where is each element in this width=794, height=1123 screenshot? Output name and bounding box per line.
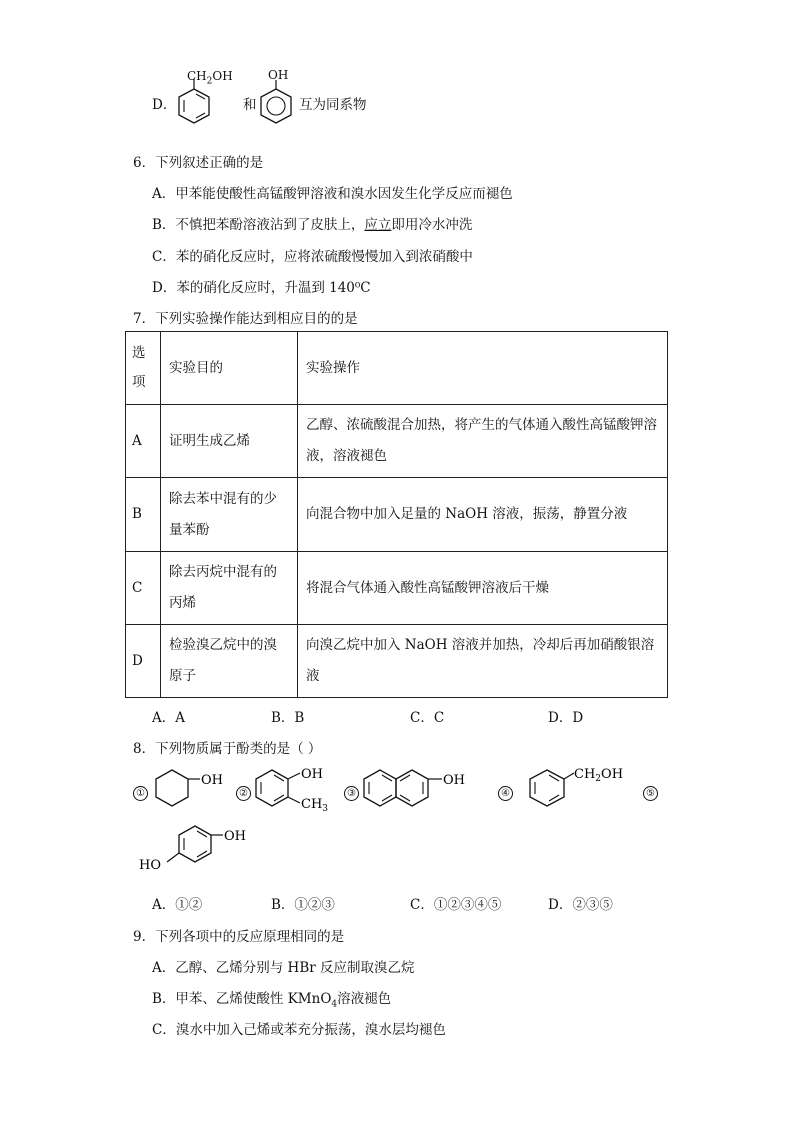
q7-answer-d: D．D xyxy=(548,710,584,726)
oh-label: OH xyxy=(268,68,289,82)
q8-answer-b: B．①②③ xyxy=(271,897,335,913)
header-purpose: 实验目的 xyxy=(161,332,298,405)
table-row xyxy=(126,625,668,698)
q6-stem: 6．下列叙述正确的是 xyxy=(133,155,264,171)
o-cresol-structure xyxy=(250,763,340,823)
table-row xyxy=(126,552,668,625)
row-purpose: 除去丙烷中混有的丙烯 xyxy=(161,552,298,625)
q6-option-c: C．苯的硝化反应时，应将浓硫酸慢慢加入到浓硝酸中 xyxy=(152,249,473,265)
q8-answer-d: D．②③⑤ xyxy=(548,897,613,913)
row-operation: 向溴乙烷中加入 NaOH 溶液并加热，冷却后再加硝酸银溶液 xyxy=(298,625,668,698)
q8-answer-c: C．①②③④⑤ xyxy=(410,897,502,913)
q9-option-a: A．乙醇、乙烯分别与 HBr 反应制取溴乙烷 xyxy=(152,960,415,976)
label-1: ① xyxy=(133,786,148,801)
row-operation: 将混合气体通入酸性高锰酸钾溶液后干燥 xyxy=(298,552,668,625)
hydroquinone-structure xyxy=(135,822,275,884)
q7-stem: 7．下列实验操作能达到相应目的的是 xyxy=(133,311,358,327)
ch2oh-label: $CH_2OH$ xyxy=(187,69,233,87)
label-3: ③ xyxy=(344,786,359,801)
benzyl-alcohol-structure-2 xyxy=(512,763,637,823)
q7-answer-c: C．C xyxy=(410,710,445,726)
q6-option-d: D．苯的硝化反应时，升温到 140⁰C xyxy=(152,280,371,296)
q9-option-c: C．溴水中加入己烯或苯充分振荡，溴水层均褪色 xyxy=(152,1022,446,1038)
table-row xyxy=(126,478,668,552)
table-row xyxy=(126,405,668,478)
q9-option-b: B．甲苯、乙烯使酸性 KMnO$_4$溶液褪色 xyxy=(152,991,392,1010)
row-option: C xyxy=(126,552,161,625)
svg-text:HO: HO xyxy=(139,858,161,873)
row-purpose: 除去苯中混有的少量苯酚 xyxy=(161,478,298,552)
table-header-row xyxy=(126,332,668,405)
svg-text:CH3: $CH_3$ xyxy=(301,797,329,814)
svg-text:CH2OH: $CH_2OH$ xyxy=(574,767,624,784)
row-option: A xyxy=(126,405,161,478)
and-text: 和 xyxy=(243,97,257,113)
naphthol-structure xyxy=(358,763,488,823)
row-option: B xyxy=(126,478,161,552)
row-operation: 向混合物中加入足量的 NaOH 溶液，振荡，静置分液 xyxy=(298,478,668,552)
q6-option-a: A．甲苯能使酸性高锰酸钾溶液和溴水因发生化学反应而褪色 xyxy=(152,186,513,202)
q5-option-d-tail: 互为同系物 xyxy=(299,97,367,113)
row-operation: 乙醇、浓硫酸混合加热，将产生的气体通入酸性高锰酸钾溶液，溶液褪色 xyxy=(298,405,668,478)
experiment-table xyxy=(125,331,668,698)
row-purpose: 证明生成乙烯 xyxy=(161,405,298,478)
q5-option-d-letter: D． xyxy=(152,97,177,113)
q8-answer-a: A．①② xyxy=(152,897,203,913)
svg-text:OH: OH xyxy=(301,767,323,782)
cyclohexanol-structure xyxy=(150,763,230,823)
row-option: D xyxy=(126,625,161,698)
label-5: ⑤ xyxy=(643,786,658,801)
svg-text:OH: OH xyxy=(201,773,223,788)
header-option: 选 项 xyxy=(126,332,161,405)
row-purpose: 检验溴乙烷中的溴原子 xyxy=(161,625,298,698)
label-2: ② xyxy=(236,786,251,801)
header-operation: 实验操作 xyxy=(298,332,668,405)
svg-text:OH: OH xyxy=(443,773,465,788)
q9-stem: 9．下列各项中的反应原理相同的是 xyxy=(133,929,345,945)
q8-stem: 8．下列物质属于酚类的是（ ） xyxy=(133,741,322,757)
svg-text:OH: OH xyxy=(224,829,246,844)
q7-answer-a: A．A xyxy=(152,710,185,726)
q6-option-b: B．不慎把苯酚溶液沾到了皮肤上，应立即用冷水冲洗 xyxy=(152,217,473,233)
label-4: ④ xyxy=(498,786,513,801)
q7-answer-b: B．B xyxy=(271,710,305,726)
